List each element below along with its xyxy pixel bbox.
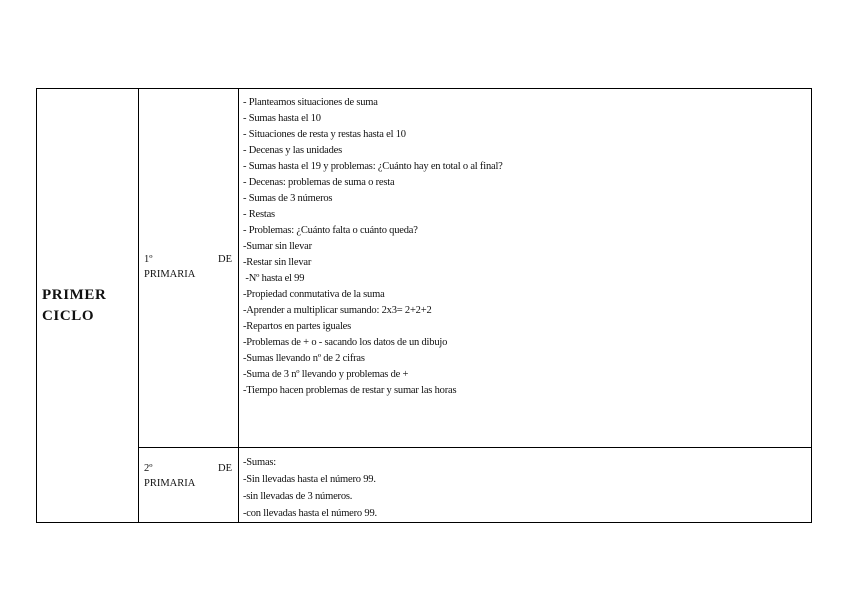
grade-level: PRIMARIA — [144, 478, 196, 489]
cycle-cell — [37, 89, 139, 523]
grade-de: DE — [218, 254, 232, 265]
list-item: - Decenas y las unidades — [243, 145, 342, 156]
list-item: -Aprender a multiplicar sumando: 2x3= 2+2+2 — [243, 305, 432, 316]
list-item: -sin llevadas de 3 números. — [243, 491, 353, 502]
list-item: - Sumas hasta el 19 y problemas: ¿Cuánto hay en total o al final? — [243, 161, 503, 172]
list-item: -Sumas: — [243, 457, 277, 468]
list-item: - Decenas: problemas de suma o resta — [243, 177, 395, 188]
list-item: -Tiempo hacen problemas de restar y sumar las horas — [243, 385, 457, 396]
list-item: - Planteamos situaciones de suma — [243, 97, 378, 108]
list-item: -Sin llevadas hasta el número 99. — [243, 474, 376, 485]
table-row-second-grade — [37, 448, 812, 523]
list-item: - Sumas hasta el 10 — [243, 113, 321, 124]
grade-cell-first — [139, 89, 239, 448]
list-item: - Restas — [243, 209, 275, 220]
grade-de: DE — [218, 463, 232, 474]
grade-level: PRIMARIA — [144, 269, 196, 280]
list-item: - Situaciones de resta y restas hasta el 10 — [243, 129, 406, 140]
list-item: -con llevadas hasta el número 99. — [243, 508, 377, 519]
list-item: - Problemas: ¿Cuánto falta o cuánto queda? — [243, 225, 418, 236]
grade-cell-second — [139, 448, 239, 523]
cycle-label-line1: PRIMER — [42, 286, 107, 303]
grade-label-first — [144, 252, 232, 282]
list-item: -Sumar sin llevar — [243, 241, 312, 252]
cycle-label-line2: CICLO — [42, 307, 95, 324]
list-item: -Sumas llevando nº de 2 cifras — [243, 353, 365, 364]
table-row-first-grade — [37, 89, 812, 448]
content-cell-first — [239, 89, 812, 448]
grade-number: 2º — [144, 463, 153, 474]
content-cell-second — [239, 448, 812, 523]
list-item: -Repartos en partes iguales — [243, 321, 352, 332]
list-item: - Sumas de 3 números — [243, 193, 333, 204]
content-list-first — [239, 89, 811, 399]
list-item: -Problemas de + o - sacando los datos de un dibujo — [243, 337, 448, 348]
grade-label-second — [144, 461, 232, 491]
content-list-second — [239, 448, 811, 522]
list-item: -Suma de 3 nº llevando y problemas de + — [243, 369, 409, 380]
list-item: -Propiedad conmutativa de la suma — [243, 289, 385, 300]
list-item: -Nº hasta el 99 — [243, 273, 305, 284]
list-item: -Restar sin llevar — [243, 257, 312, 268]
curriculum-table — [36, 88, 812, 523]
grade-number: 1º — [144, 254, 153, 265]
